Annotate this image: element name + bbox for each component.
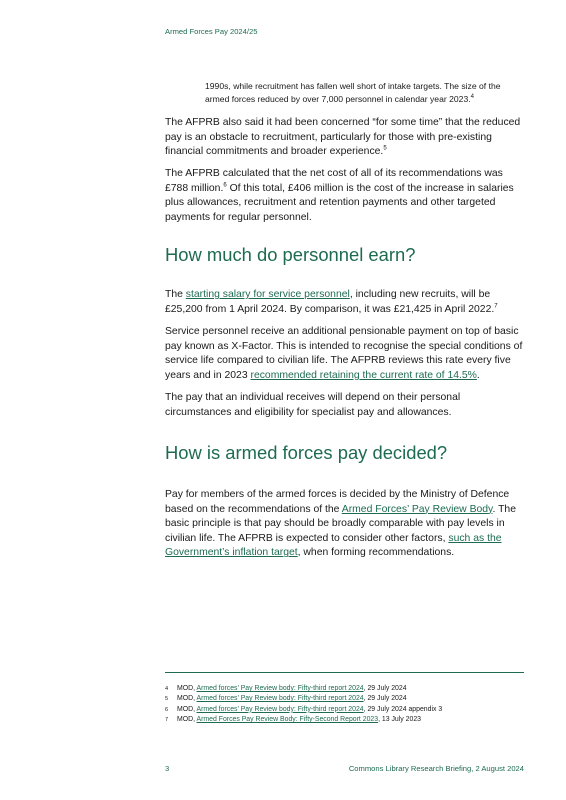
section-heading-earnings: How much do personnel earn? (165, 244, 416, 265)
paragraph-starting-salary (165, 288, 525, 317)
page-number: 3 (165, 764, 170, 773)
paragraph-text: Pay for members of the armed forces is decided by the Ministry of Defence based on the recommendations of the (165, 489, 510, 515)
footnote-prefix: MOD, (177, 685, 197, 692)
footnote-ref[interactable]: 7 (494, 303, 498, 310)
paragraph-text: , including new recruits, will be £25,200 from 1 April 2024. By comparison, it was £21,425 in April 2022. (165, 289, 495, 315)
footnote-suffix: , 29 July 2024 (363, 685, 407, 692)
footnote-item (165, 694, 525, 704)
footnote-suffix: , 13 July 2023 (378, 716, 421, 724)
footnote-number: 5 (165, 696, 169, 703)
footnote-text (177, 705, 525, 715)
indented-quote (205, 80, 525, 105)
starting-salary-link[interactable]: starting salary for service personnel (185, 289, 350, 300)
footnote-item (165, 705, 525, 715)
paragraph-concern (165, 116, 525, 160)
paragraph-net-cost (165, 167, 525, 225)
footnote-link[interactable]: Armed forces’ Pay Review body: Fifty-third report 2024 (196, 705, 364, 713)
quote-text: 1990s, while recruitment has fallen well short of intake targets. The size of the armed forces reduced by over 7,000 personnel in calendar year 2023. (205, 81, 501, 104)
footnote-prefix: MOD, (177, 705, 197, 713)
paragraph-pay-decided (165, 488, 525, 561)
footnote-divider (165, 672, 524, 673)
footnote-ref[interactable]: 5 (383, 145, 387, 152)
paragraph-text: The (165, 289, 186, 300)
paragraph-text: The AFPRB also said it had been concerned “for some time” that the reduced pay is an obstacle to recruitment, particularly for those with pre-existing financial commitments and broader experience. (165, 117, 521, 158)
paragraph-individual-pay: The pay that an individual receives will depend on their personal circumstances and eligibility for specialist pay and allowances. (165, 392, 461, 418)
paragraph-text: Of this total, £406 million is the cost of the increase in salaries plus allowances, recruitment and retention payments and other targeted payments for regular personnel. (165, 182, 514, 223)
paragraph-text: . (476, 369, 480, 381)
footnote-prefix: MOD, (177, 695, 197, 703)
footnote-item (165, 715, 525, 725)
footnote-number: 7 (165, 717, 169, 724)
footnote-ref[interactable]: 4 (470, 93, 474, 100)
x-factor-rate-link[interactable]: recommended retaining the current rate of 14.5% (250, 369, 477, 381)
footnote-number: 4 (165, 686, 169, 692)
inflation-target-link[interactable]: such as the Government’s inflation target (165, 532, 502, 559)
footnote-text (177, 694, 525, 704)
paragraph-text: . The basic principle is that pay should be broadly comparable with pay levels in civilian life. The AFPRB is expected to consider other factors, (165, 503, 516, 544)
paragraph-x-factor (165, 325, 525, 383)
running-header: Armed Forces Pay 2024/25 (165, 27, 258, 36)
pay-review-body-link[interactable]: Armed Forces’ Pay Review Body (341, 503, 493, 515)
section-heading-pay-decided: How is armed forces pay decided? (165, 442, 448, 463)
footnote-suffix: , 29 July 2024 (363, 695, 407, 703)
footnote-suffix: , 29 July 2024 appendix 3 (363, 705, 443, 713)
paragraph-text: The AFPRB calculated that the net cost of all of its recommendations was £788 million. (165, 168, 503, 194)
footnotes (165, 684, 525, 726)
footnote-link[interactable]: Armed forces’ Pay Review body: Fifty-third report 2024 (196, 685, 364, 692)
footnote-text (177, 684, 525, 694)
paragraph-text: Service personnel receive an additional pensionable payment on top of basic pay known as X-Factor. This is intended to recognise the special conditions of service life compared to civilian life. The AFPRB reviews this rate every five years and in 2023 (165, 326, 523, 381)
footnote-ref[interactable]: 6 (223, 182, 227, 189)
footnote-prefix: MOD, (177, 716, 197, 724)
footnote-link[interactable]: Armed Forces Pay Review Body: Fifty-Second Report 2023 (196, 716, 379, 724)
footnote-text (177, 715, 525, 725)
footnote-item (165, 684, 525, 694)
paragraph-text: , when forming recommendations. (297, 547, 455, 559)
footnote-link[interactable]: Armed forces’ Pay Review body: Fifty-third report 2024 (196, 695, 364, 703)
page-footer-text: Commons Library Research Briefing, 2 August 2024 (348, 764, 524, 773)
footnote-number: 6 (165, 706, 169, 713)
